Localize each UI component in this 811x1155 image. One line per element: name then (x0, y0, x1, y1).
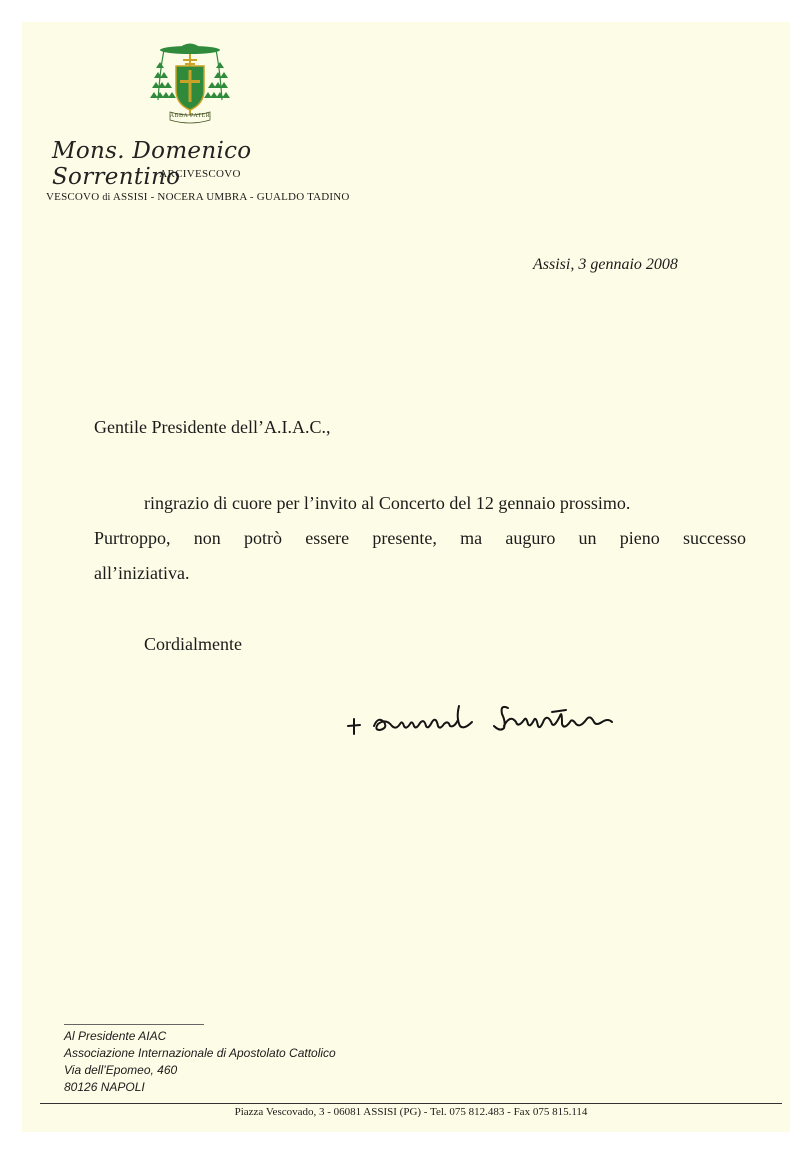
sender-name: Mons. Domenico Sorrentino (52, 138, 252, 190)
footer-divider (40, 1103, 782, 1104)
recipient-line: 80126 NAPOLI (64, 1080, 145, 1094)
handwritten-signature (340, 692, 630, 744)
salutation: Gentile Presidente dell’A.I.A.C., (94, 417, 331, 437)
recipient-line: Via dell’Epomeo, 460 (64, 1063, 178, 1077)
sender-title: ARCIVESCOVO (159, 168, 241, 180)
body-line: ringrazio di cuore per l’invito al Concerto del 12 gennaio prossimo. (144, 493, 631, 513)
recipient-divider (64, 1024, 204, 1025)
sender-diocese (46, 191, 350, 203)
recipient-address (64, 1028, 384, 1096)
closing: Cordialmente (144, 634, 242, 654)
diocese-di: di (102, 192, 111, 203)
diocese-part2: ASSISI - NOCERA UMBRA - GUALDO TADINO (112, 191, 350, 203)
footer-address: Piazza Vescovado, 3 - 06081 ASSISI (PG) - Tel. 075 812.483 - Fax 075 815.114 (234, 1106, 588, 1118)
crest-motto: ABBA PATER (169, 113, 211, 119)
diocese-part1: VESCOVO (46, 191, 100, 203)
body-line: all’iniziativa. (94, 563, 190, 583)
body-line: Purtroppo, non potrò essere presente, ma auguro un pieno successo (94, 528, 746, 548)
recipient-line: Associazione Internazionale di Apostolato Cattolico (64, 1046, 336, 1060)
letter-date: Assisi, 3 gennaio 2008 (533, 256, 678, 273)
recipient-line: Al Presidente AIAC (64, 1029, 167, 1043)
letter-body (94, 486, 746, 591)
